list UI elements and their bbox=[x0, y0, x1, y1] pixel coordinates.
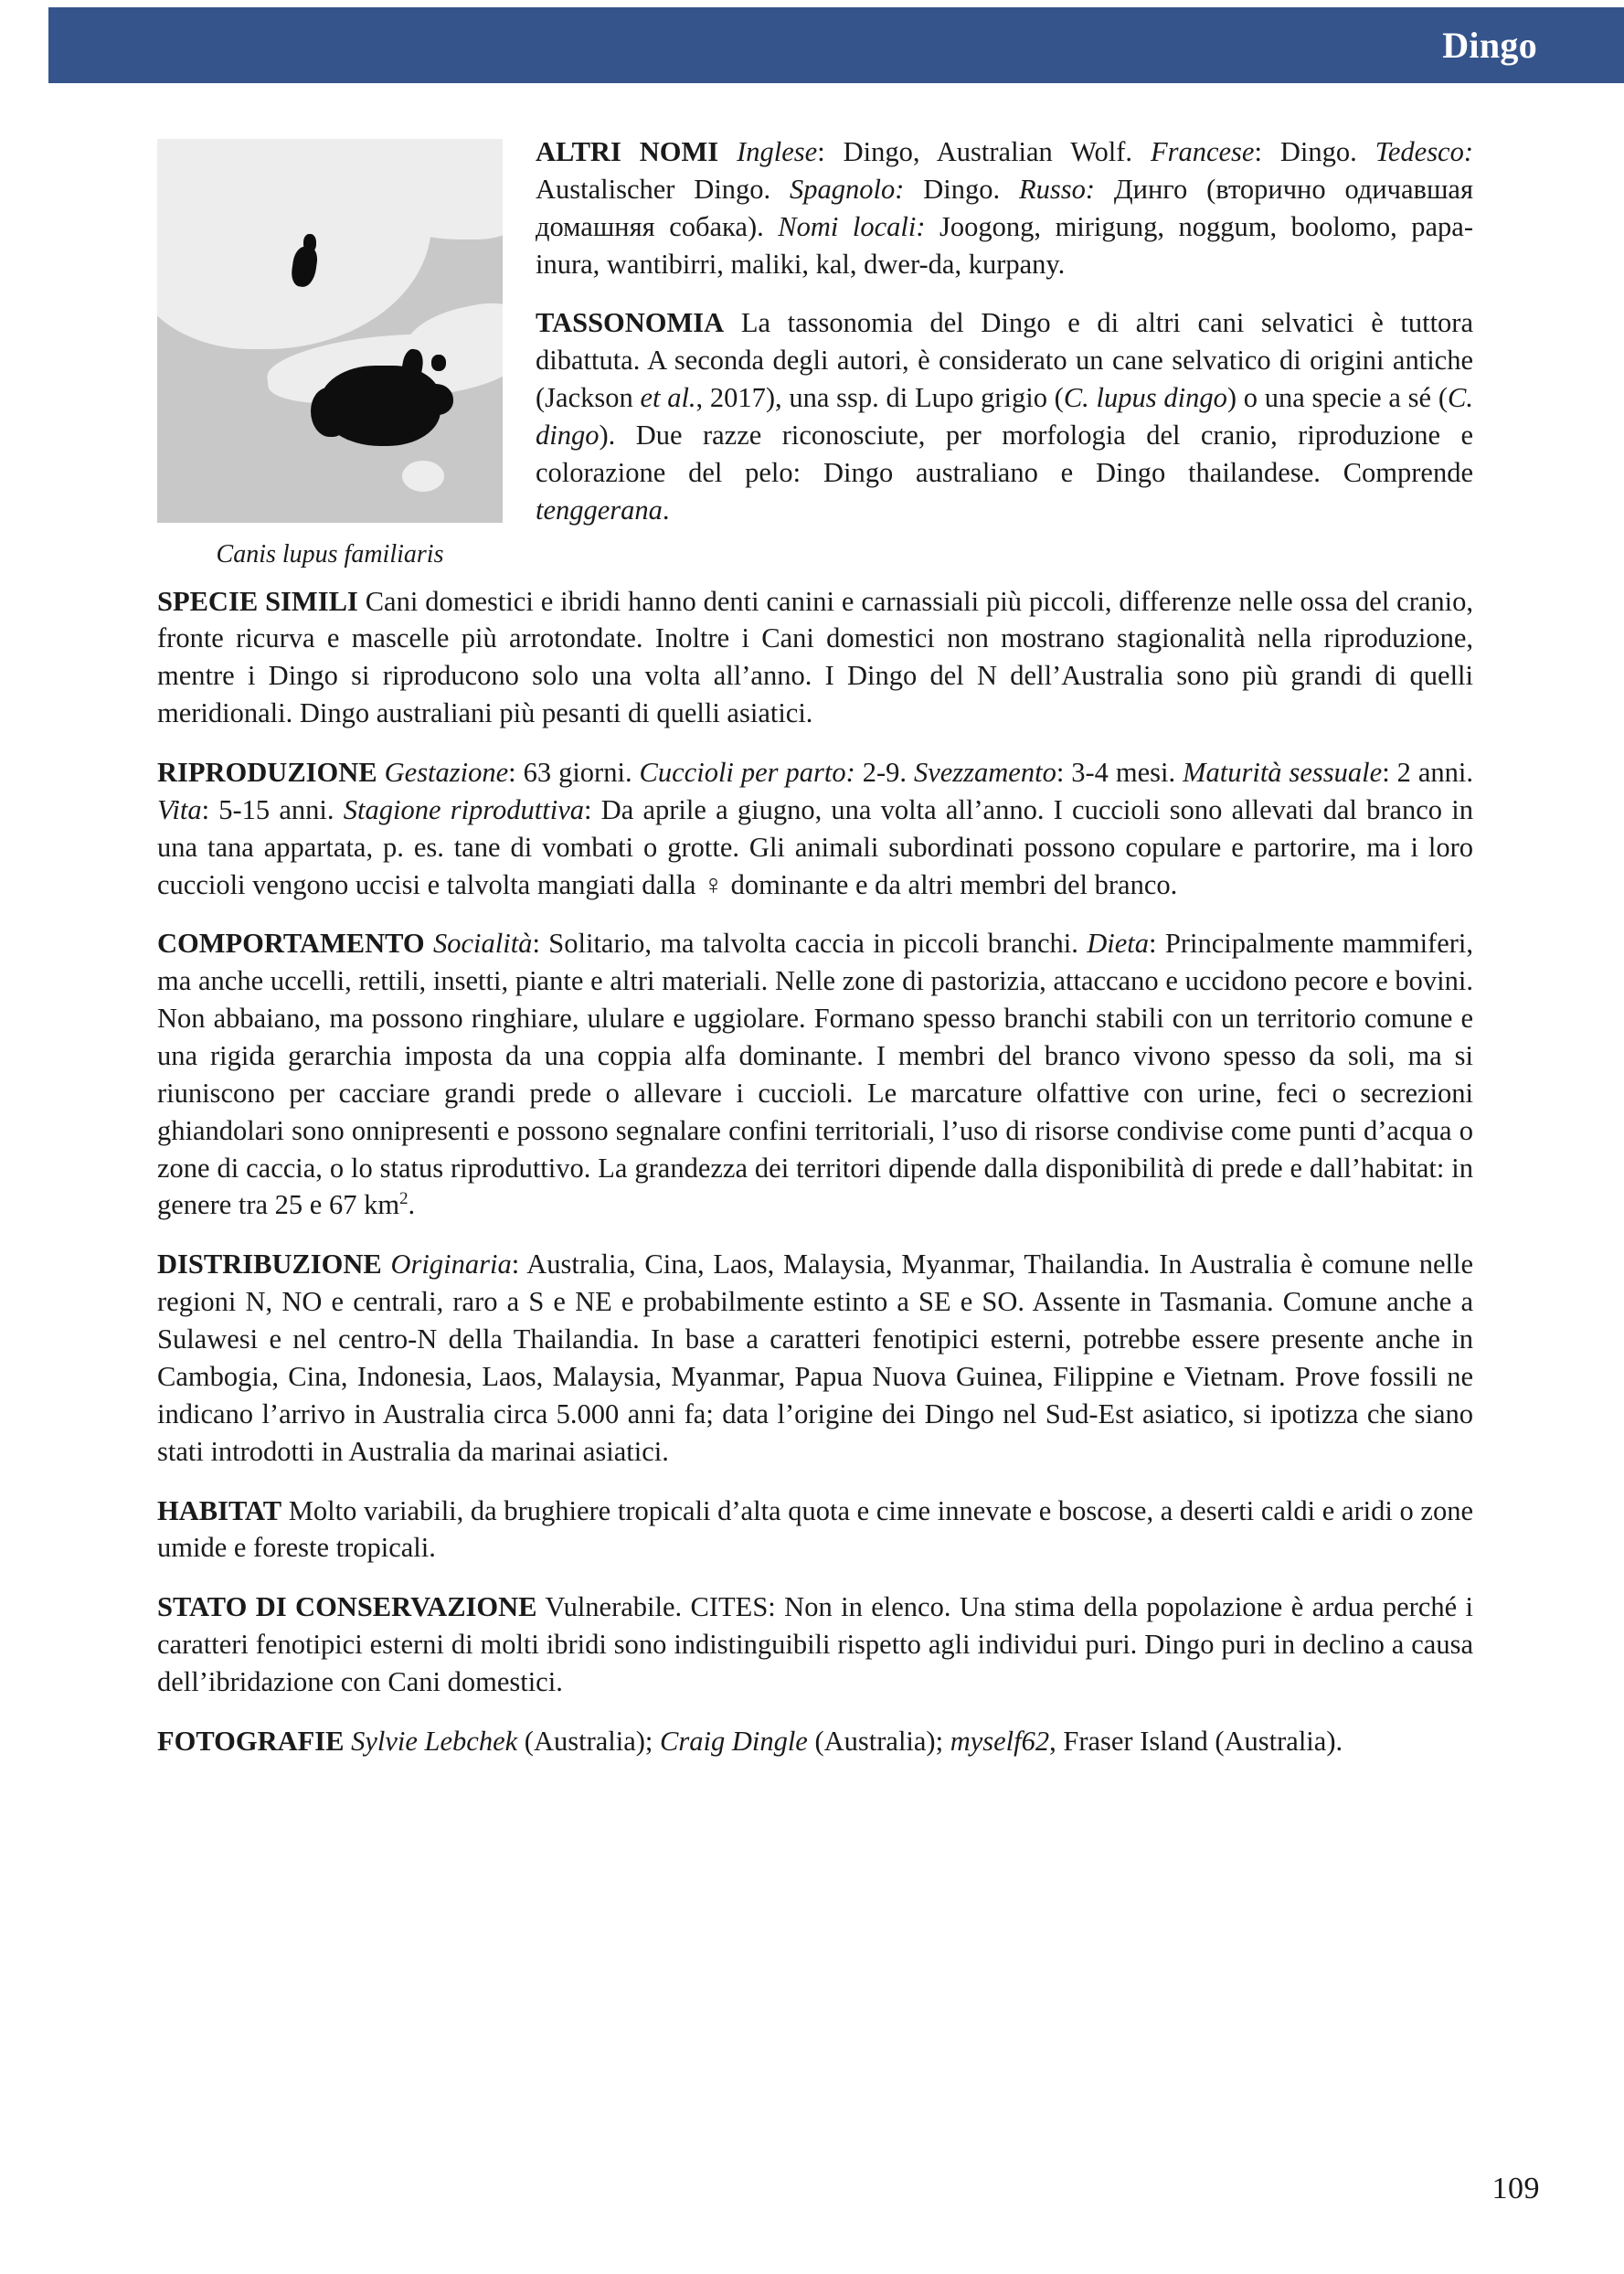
value-tedesco: Austalischer Dingo. bbox=[536, 173, 791, 205]
value-francese: : Dingo. bbox=[1254, 136, 1375, 167]
scientific-name-dingo: C. dingo bbox=[536, 382, 1473, 452]
section-specie-simili bbox=[157, 583, 1473, 732]
superscript-square: 2 bbox=[399, 1189, 409, 1209]
label-francese: Francese bbox=[1150, 136, 1255, 167]
section-heading-habitat: HABITAT bbox=[157, 1494, 282, 1526]
range-western-australia bbox=[311, 388, 347, 437]
value-vita: : 5-15 anni. bbox=[201, 793, 344, 825]
section-heading-stato-conservazione: STATO DI CONSERVAZIONE bbox=[157, 1591, 537, 1623]
tassonomia-text-5: . bbox=[662, 494, 670, 526]
label-inglese: Inglese bbox=[737, 136, 818, 167]
label-nomi-locali: Nomi locali: bbox=[778, 210, 926, 242]
main-sections bbox=[157, 579, 1473, 1760]
value-dieta-end: . bbox=[408, 1189, 416, 1221]
section-riproduzione bbox=[157, 754, 1473, 903]
label-spagnolo: Spagnolo: bbox=[790, 173, 905, 205]
section-comportamento bbox=[157, 925, 1473, 1224]
tassonomia-text-4: ). Due razze riconosciute, per morfologia del cranio, riproduzione e colorazione del pelo: Dingo australiano e Dingo thailandese. Comprende bbox=[536, 420, 1473, 488]
value-socialita: : Solitario, ma talvolta caccia in piccoli branchi. bbox=[532, 928, 1088, 960]
section-heading-specie-simili: SPECIE SIMILI bbox=[157, 585, 358, 617]
label-tedesco: Tedesco: bbox=[1375, 136, 1473, 167]
page-header-bar bbox=[48, 7, 1624, 83]
value-stagione-riproduttiva: : Da aprile a giugno, una volta all’anno. I cuccioli sono allevati dal branco in una tana appartata, p. es. tane di vombati o grotte. Gli animali subordinati possono copulare e partorire, ma i loro cuccioli vengono uccisi e talvolta mangiati dalla ♀ dominante e da altri membri del branco. bbox=[157, 793, 1473, 900]
label-vita: Vita bbox=[157, 793, 202, 825]
section-distribuzione bbox=[157, 1246, 1473, 1470]
section-heading-comportamento: COMPORTAMENTO bbox=[157, 928, 425, 960]
tassonomia-text-2: , 2017), una ssp. di Lupo grigio ( bbox=[695, 382, 1064, 414]
label-maturita-sessuale: Maturità sessuale bbox=[1183, 757, 1383, 789]
value-cuccioli-per-parto: 2-9. bbox=[854, 757, 914, 789]
label-dieta: Dieta bbox=[1087, 928, 1150, 960]
scientific-name-tenggerana: tenggerana bbox=[536, 494, 663, 526]
scientific-name-lupus-dingo: C. lupus dingo bbox=[1063, 382, 1227, 414]
value-russo: Динго (вторично одичавшая домашняя собака). bbox=[536, 173, 1473, 242]
photo-credit-3: myself62 bbox=[950, 1725, 1050, 1757]
figure-caption: Canis lupus familiaris bbox=[216, 540, 444, 568]
section-heading-distribuzione: DISTRIBUZIONE bbox=[157, 1249, 382, 1280]
value-nomi-locali: Joogong, mirigung, noggum, boolomo, papa-inura, wantibirri, maliki, kal, dwer-da, kurpany. bbox=[536, 210, 1473, 280]
label-svezzamento: Svezzamento bbox=[913, 757, 1056, 789]
section-stato-conservazione bbox=[157, 1589, 1473, 1701]
value-inglese: : Dingo, Australian Wolf. bbox=[817, 136, 1151, 167]
tassonomia-text-3: ) o una specie a sé ( bbox=[1226, 382, 1448, 414]
value-svezzamento: : 3-4 mesi. bbox=[1056, 757, 1184, 789]
photo-sep-1: (Australia); bbox=[517, 1725, 661, 1757]
tassonomia-text-1: La tassonomia del Dingo e di altri cani selvatici è tuttora dibattuta. A seconda degli autori, è considerato un cane selvatico di origini antiche (Jackson bbox=[536, 307, 1473, 414]
label-originaria: Originaria bbox=[390, 1249, 512, 1280]
photo-credit-1: Sylvie Lebchek bbox=[351, 1725, 518, 1757]
distribution-map-figure bbox=[157, 139, 503, 570]
page-title: Dingo bbox=[1442, 24, 1537, 66]
specie-simili-text: Cani domestici e ibridi hanno denti canini e carnassiali più piccoli, differenze nelle ossa del cranio, fronte ricurva e mascelle più arrotondate. Inoltre i Cani domestici non mostrano stagionalità nella riproduzione, mentre i Dingo si riproducono solo una volta all’anno. I Dingo del N dell’Australia sono più grandi di quelli meridionali. Dingo australiani più pesanti di quelli asiatici. bbox=[157, 585, 1473, 729]
section-heading-tassonomia: TASSONOMIA bbox=[536, 307, 725, 339]
photo-sep-2: (Australia); bbox=[807, 1725, 950, 1757]
section-fotografie bbox=[157, 1723, 1473, 1760]
section-heading-fotografie: FOTOGRAFIE bbox=[157, 1725, 345, 1757]
range-sulawesi bbox=[431, 355, 446, 371]
distribuzione-text: : Australia, Cina, Laos, Malaysia, Myanmar, Thailandia. In Australia è comune nelle regioni N, NO e centrali, raro a S e NE e probabilmente estinto a SE e SO. Assente in Tasmania. Comune anche a Sulawesi e nel centro-N della Thailandia. In base a caratteri fenotipici esterni, potrebbe essere presente anche in Cambogia, Cina, Indonesia, Laos, Malaysia, Myanmar, Papua Nuova Guinea, Filippine e Vietnam. Prove fossili ne indicano l’arrivo in Australia circa 5.000 anni fa; data l’origine dei Dingo nel Sud-Est asiatico, si ipotizza che siano stati introdotti in Australia da marinai asiatici. bbox=[157, 1249, 1473, 1467]
page-content bbox=[157, 133, 1473, 1760]
citation-et-al: et al. bbox=[640, 382, 696, 414]
value-dieta: : Principalmente mammiferi, ma anche uccelli, rettili, insetti, piante e altri materiali. Nelle zone di pastorizia, attaccano e uccidono pecore e bovini. Non abbaiano, ma possono ringhiare, ululare e uggiolare. Formano spesso branchi stabili con un territorio comune e una rigida gerarchia imposta da una coppia alfa dominante. I membri del branco vivono spesso da soli, ma si riuniscono per cacciare grandi prede o allevare i cuccioli. Le marcature olfattive con urine, feci o secrezioni ghiandolari sono onnipresenti e possono segnalare confini territoriali, l’uso di risorse condivise come punti d’acqua o zone di caccia, o lo status riproduttivo. La grandezza dei territori dipende dalla disponibilità di prede e dall’habitat: in genere tra 25 e 67 km bbox=[157, 928, 1474, 1221]
label-socialita: Socialità bbox=[433, 928, 533, 960]
label-gestazione: Gestazione bbox=[384, 757, 509, 789]
photo-sep-3: , Fraser Island (Australia). bbox=[1049, 1725, 1343, 1757]
distribution-map-image bbox=[157, 139, 503, 523]
section-heading-riproduzione: RIPRODUZIONE bbox=[157, 757, 377, 789]
label-cuccioli-per-parto: Cuccioli per parto: bbox=[639, 757, 855, 789]
section-habitat bbox=[157, 1493, 1473, 1567]
label-russo: Russo: bbox=[1018, 173, 1096, 205]
value-spagnolo: Dingo. bbox=[904, 173, 1019, 205]
intro-block bbox=[157, 133, 1473, 579]
habitat-text: Molto variabili, da brughiere tropicali d’alta quota e cime innevate e boscose, a deserti caldi e aridi o zone umide e foreste tropicali. bbox=[157, 1494, 1473, 1564]
value-maturita-sessuale: : 2 anni. bbox=[1382, 757, 1473, 789]
range-thailand bbox=[303, 234, 316, 252]
photo-credit-2: Craig Dingle bbox=[660, 1725, 808, 1757]
label-stagione-riproduttiva: Stagione riproduttiva bbox=[343, 793, 584, 825]
section-heading-altri-nomi: ALTRI NOMI bbox=[536, 136, 719, 167]
range-northeast-australia bbox=[419, 384, 453, 415]
landmass-tasmania bbox=[402, 461, 444, 492]
page-number: 109 bbox=[1491, 2172, 1540, 2205]
stato-conservazione-text: Vulnerabile. CITES: Non in elenco. Una stima della popolazione è ardua perché i caratteri fenotipici esterni di molti ibridi sono indistinguibili rispetto agli individui puri. Dingo puri in declino a causa dell’ibridazione con Cani domestici. bbox=[157, 1591, 1473, 1697]
value-gestazione: : 63 giorni. bbox=[508, 757, 640, 789]
